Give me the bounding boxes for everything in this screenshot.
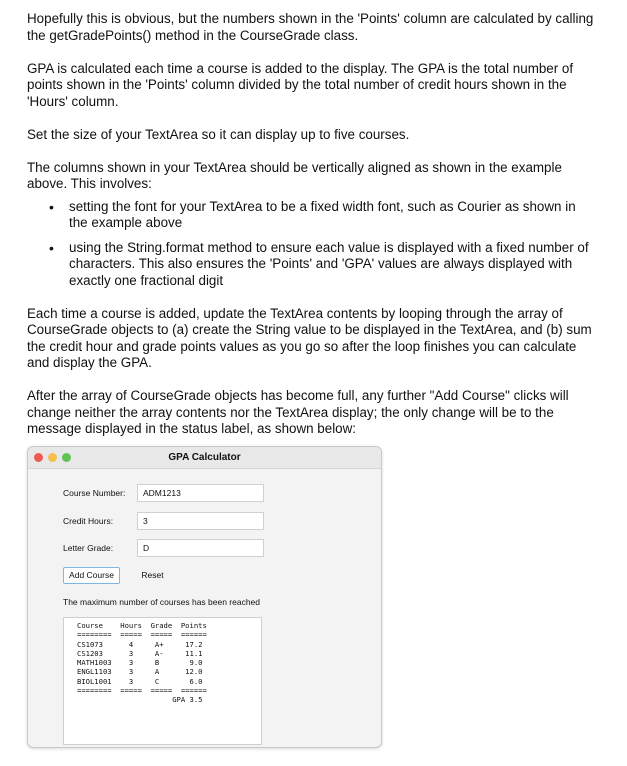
course-number-label: Course Number: (63, 488, 126, 498)
credit-hours-input[interactable]: 3 (137, 512, 264, 530)
letter-grade-label: Letter Grade: (63, 543, 114, 553)
gpa-calculator-window (27, 446, 382, 748)
textarea-line: CS1203 3 A- 11.1 (77, 648, 203, 658)
bullet-string-format: • using the String.format method to ensure each value is displayed with a fixed number of characters. This also ensures the 'Points' and 'GPA' values are always displayed with exactly one fractional digit (69, 240, 597, 290)
courses-textarea[interactable] (63, 617, 262, 745)
credit-hours-label: Credit Hours: (63, 516, 114, 526)
paragraph-textarea-size: Set the size of your TextArea so it can display up to five courses. (27, 126, 410, 142)
paragraph-points-note: Hopefully this is obvious, but the numbers shown in the 'Points' column are calculated by calling the getGradePoints() method in the CourseGrade class. (27, 11, 594, 43)
zoom-window-icon[interactable] (62, 453, 71, 462)
textarea-line: BIOL1001 3 C 6.0 (77, 676, 203, 686)
status-label: The maximum number of courses has been reached (63, 597, 261, 607)
textarea-line: ENGL1103 3 A 12.0 (77, 667, 203, 677)
paragraph-gpa-calculation: GPA is calculated each time a course is added to the display. The GPA is the total number of points shown in the 'Points' column divided by the total number of credit hours shown in the 'Hours' column. (27, 60, 574, 109)
paragraph-alignment-intro: The columns shown in your TextArea should be vertically aligned as shown in the example above. This involves: (27, 159, 562, 191)
course-number-input[interactable]: ADM1213 (137, 484, 264, 502)
paragraph-update-loop: Each time a course is added, update the TextArea contents by looping through the array of CourseGrade objects to (a) create the String value to be displayed in the TextArea, and (b) sum the credit hour and grade points values as you go so after the loop finishes you can calculate and display the GPA. (27, 305, 592, 370)
textarea-line: ======== ===== ===== ====== (77, 630, 207, 640)
letter-grade-input[interactable]: D (137, 539, 264, 557)
close-window-icon[interactable] (34, 453, 43, 462)
textarea-line: MATH1003 3 B 9.0 (77, 658, 203, 668)
textarea-line: CS1073 4 A+ 17.2 (77, 639, 203, 649)
textarea-line: GPA 3.5 (77, 695, 203, 705)
alignment-bullet-list (27, 199, 597, 290)
reset-button[interactable]: Reset (141, 570, 164, 580)
textarea-line: ======== ===== ===== ====== (77, 686, 207, 696)
bullet-fixed-width-font: • setting the font for your TextArea to be a fixed width font, such as Courier as shown in the example above (69, 199, 597, 232)
window-titlebar (28, 447, 381, 469)
window-title: GPA Calculator (168, 452, 241, 463)
minimize-window-icon[interactable] (48, 453, 57, 462)
textarea-line: Course Hours Grade Points (77, 621, 207, 630)
instructions-document (27, 11, 597, 454)
textarea-content (64, 618, 261, 705)
paragraph-array-full: After the array of CourseGrade objects has become full, any further "Add Course" clicks will change neither the array contents nor the TextArea display; the only change will be to the message displayed in the status label, as shown below: (27, 388, 569, 436)
add-course-button[interactable]: Add Course (63, 567, 120, 584)
